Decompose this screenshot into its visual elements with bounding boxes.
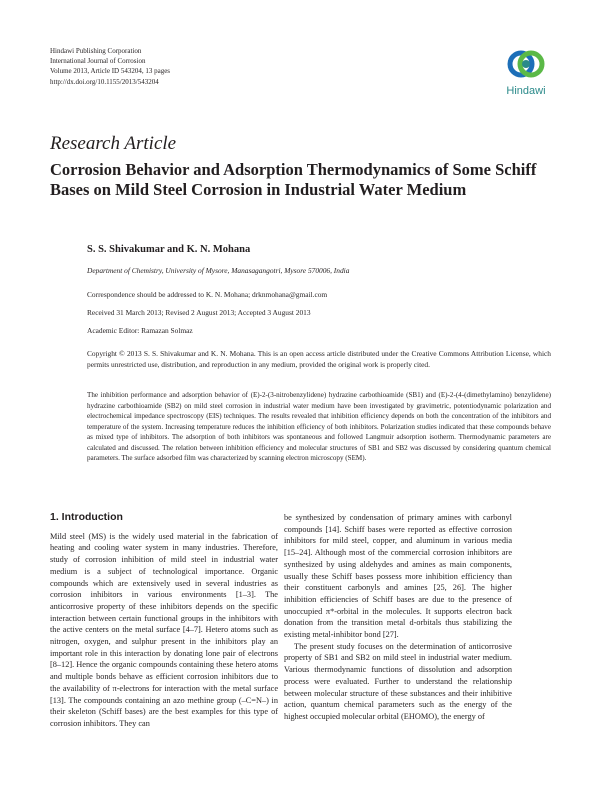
journal-name: International Journal of Corrosion: [50, 57, 146, 66]
section-heading: 1. Introduction: [50, 511, 123, 523]
correspondence: Correspondence should be addressed to K. N. Mohana; drknmohana@gmail.com: [87, 290, 328, 299]
copyright-notice: Copyright © 2013 S. S. Shivakumar and K. N. Mohana. This is an open access article distributed under the Creative Commons Attribution License, which permits unrestricted use, distribution, and reproduction in any medium, provided the original work is properly cited.: [87, 349, 551, 369]
affiliation: Department of Chemistry, University of Mysore, Manasagangotri, Mysore 570006, India: [87, 266, 350, 275]
academic-editor: Academic Editor: Ramazan Solmaz: [87, 326, 193, 335]
body-paragraph: Mild steel (MS) is the widely used material in the fabrication of heating and cooling water system in many industries. Therefore, study of corrosion inhibition of mild steel in industrial water medium is a subject of technological importance. Organic compounds which are extensively used in several industries as corrosion inhibitors in various environments [1–3]. The anticorrosive property of these inhibitors depends on the specific interaction between certain functional groups in the inhibitors with the active centers on the metal surface [4–7]. Hetero atoms such as nitrogen, oxygen, and sulphur present in the inhibitors play an important role in this interaction by donating lone pair of electrons [8–12]. Hence the organic compounds containing these hetero atoms and multiple bonds behave as efficient corrosion inhibitors due to the availability of π-electrons for interaction with the metal surface [13]. The compounds containing an azo methine group (–C=N–) in their skeleton (Schiff bases) are the best examples for this type of corrosion inhibitors. They can: [50, 531, 278, 728]
volume-info: Volume 2013, Article ID 543204, 13 pages: [50, 67, 171, 76]
logo-text: Hindawi: [506, 85, 546, 97]
doi-link[interactable]: http://dx.doi.org/10.1155/2013/543204: [50, 77, 159, 86]
hindawi-logo-icon: [506, 44, 546, 84]
hindawi-logo: [498, 44, 554, 106]
journal-header: [50, 46, 350, 87]
article-type: Research Article: [50, 133, 177, 154]
body-column-left: [50, 512, 278, 730]
publisher-name: Hindawi Publishing Corporation: [50, 47, 142, 55]
authors: S. S. Shivakumar and K. N. Mohana: [87, 244, 251, 255]
article-title: Corrosion Behavior and Adsorption Thermodynamics of Some Schiff Bases on Mild Steel Corrosion in Industrial Water Medium: [50, 160, 537, 199]
body-column-right: [284, 512, 512, 723]
abstract: The inhibition performance and adsorption behavior of (E)-2-(3-nitrobenzylidene) hydrazine carbothioamide (SB1) and (E)-2-(4-(dimethylamino) benzylidene) hydrazine carbothioamide (SB2) on mild steel corrosion in industrial water medium have been investigated by gravimetric, potentiodynamic polarization and electrochemical impedance spectroscopy (EIS) techniques. The results revealed that inhibition efficiency depends on both the concentration of the inhibitors and temperature of the system. Increasing temperature reduces the inhibition efficiency of both inhibitors. Polarization studies indicated that these compounds behave as mixed type of inhibitors. The adsorption of both inhibitors was spontaneous and followed Langmuir adsorption isotherm. Thermodynamic parameters are calculated and discussed. The relation between inhibition efficiency and molecular structures of SB1 and SB2 was discussed by considering quantum chemical parameters. The surface adsorbed film was characterized by scanning electron microscopy (SEM).: [87, 391, 551, 462]
body-paragraph: The present study focuses on the determination of anticorrosive property of SB1 and SB2 on mild steel in industrial water medium. Various thermodynamic functions of dissolution and adsorption process were evaluated. Further to understand the relationship between molecular structure of these substances and their inhibitive action, quantum chemical parameters such as the energy of the highest occupied molecular orbital (EHOMO), the energy of: [284, 641, 512, 721]
body-paragraph: be synthesized by condensation of primary amines with carbonyl compounds [14]. Schiff bases were reported as effective corrosion inhibitors for mild steel, copper, and aluminum in various media [15–24]. Although most of the commercial corrosion inhibitors are synthesized by using aldehydes and amines as main components, usually these Schiff bases possess more inhibition efficiency than their constituent carbonyls and amines [25, 26]. The higher inhibition efficiencies of Schiff bases are due to the presence of unoccupied π*-orbital in the molecules. It supports electron back donation from the transition metal d-orbitals thus stabilizing the existing metal-inhibitor bond [27].: [284, 513, 512, 640]
received-dates: Received 31 March 2013; Revised 2 August 2013; Accepted 3 August 2013: [87, 308, 311, 317]
